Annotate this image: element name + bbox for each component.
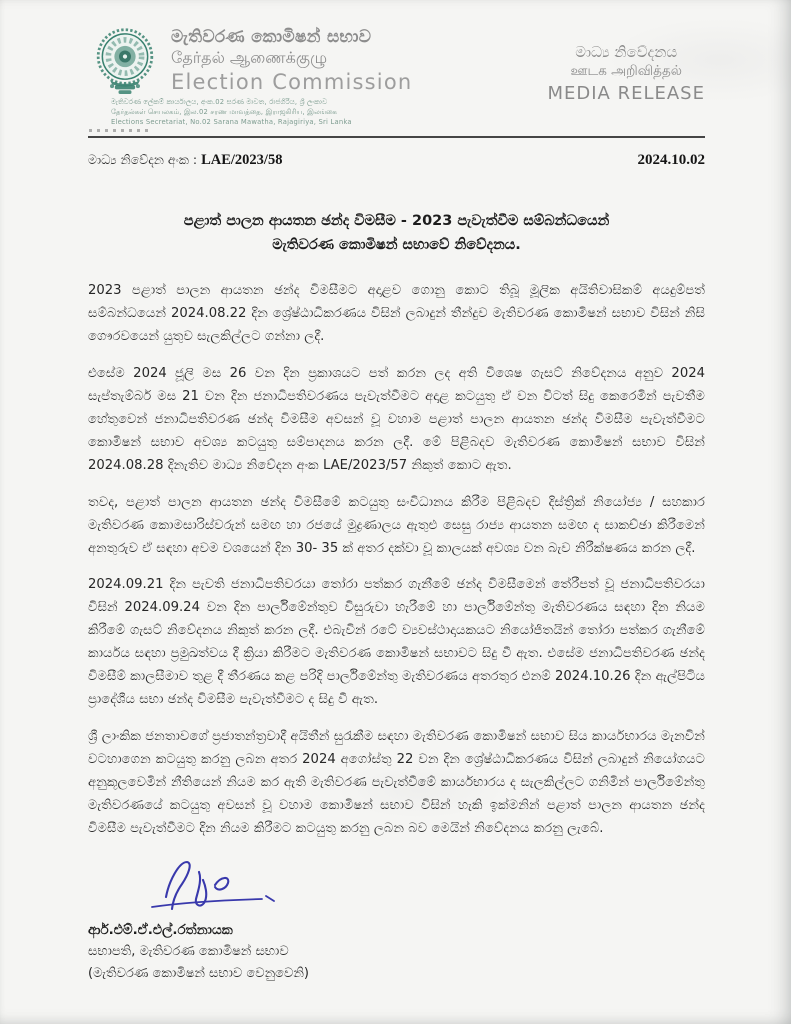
media-release-sinhala: මාධ්‍ය නිවේදනය xyxy=(575,43,678,61)
paragraph-1: 2023 පළාත් පාලන ආයතන ඡන්ද විමසීමට අදාළව ගොනු කොට තිබූ මූලික අයිතිවාසිකම් අයදුම්පත් සම්බන්ධයෙන් 2024.08.22 දින ශ්‍රේෂ්ඨාධිකරණය විසින් ලබාදුන් තීන්දුව මැතිවරණ කොමිෂන් සභාව විසින් නිසි ගෞරවයෙන් යුතුව සැලකිල්ලට ගන්නා ලදී. xyxy=(88,282,705,344)
handwritten-signature xyxy=(136,851,316,921)
scan-artifact-marks xyxy=(89,129,153,132)
signatory-position: සභාපති, මැතිවරණ කොමිෂන් සභාව xyxy=(88,944,289,960)
document-title xyxy=(88,209,705,258)
election-commission-seal-icon xyxy=(88,25,162,105)
reference-row xyxy=(88,152,705,169)
letterhead xyxy=(88,25,705,128)
title-line-1: පළාත් පාලන ආයතන ඡන්ද විමසීම - 2023 පැවැත්වීම සම්බන්ධයෙන් xyxy=(183,212,610,229)
org-names xyxy=(111,25,413,128)
signatory-block xyxy=(88,919,705,984)
reference-number: LAE/2023/58 xyxy=(201,151,283,168)
paragraph-5: ශ්‍රී ලාංකික ජනතාවගේ ප්‍රජාතන්ත්‍රවාදී අයිතීන් සුරැකීම සඳහා මැතිවරණ කොමිෂන් සභාව සිය කාර්යභාරය මැනවින් වටහාගෙන කටයුතු කරනු ලබන අතර 2024 අගෝස්තු 22 වන දින ශ්‍රේෂ්ඨාධිකරණය විසින් ලබාදුන් නියෝගයට අනුකූලවෙමින් නීතියෙන් නියම කර ඇති මැතිවරණ පැවැත්වීමේ කාර්යභාරය ද සැලකිල්ලට ගනිමින් පාර්ලිමේන්තු මැතිවරණයේ කටයුතු අවසන් වූ වහාම කොමිෂන් සභාව විසින් හැකි ඉක්මනින් පළාත් පාලන ආයතන ඡන්ද විමසීම පැවැත්වීමට දින නියම කිරීමට කටයුතු කරනු ලබන බව මෙයින් නිවේදනය කරනු ලැබේ. xyxy=(88,729,705,837)
media-release-label-block xyxy=(547,25,705,104)
paragraph-2: එසේම 2024 ජූලි මස 26 වන දින ප්‍රකාශයට පත් කරන ලද අති විශෙෂ ගැසට් නිවේදනය අනුව 2024 සැප්තැම්බර් මස 21 වන දින ජනාධිපතිවරණය පැවැත්වීමට අදාළ කටයුතු ඒ වන විටත් සිදු කෙරෙමින් පැවතීම හේතුවෙන් ජනාධිපතිවරණ ඡන්ද විමසීම අවසන් වූ වහාම පළාත් පාලන ආයතන ඡන්ද විමසීම පැවැත්වීමට කොමිෂන් සභාව අවශ්‍ය කටයුතු සම්පාදනය කරන ලදී. මේ පිළිබදව මැතිවරණ කොමිෂන් සභාව විසින් 2024.08.28 දිනැතිව මාධ්‍ය නිවේදන අංක LAE/2023/57 නිකුත් කොට ඇත. xyxy=(88,365,705,473)
address-tamil: தேர்தல்கள் செயலகம், இல.02 சரண மாவத்தை, இராஜகிரிய, இலங்கை xyxy=(111,107,337,116)
title-line-2: මැතිවරණ කොමිෂන් සභාවේ නිවේදනය. xyxy=(272,237,521,254)
release-date: 2024.10.02 xyxy=(637,151,705,168)
body-text xyxy=(88,280,705,841)
paragraph-4: 2024.09.21 දින පැවති ජනාධිපතිවරයා තෝරා පත්කර ගැනීමේ ඡන්ද විමසීමෙන් තේරීපත් වූ ජනාධිපතිවරයා විසින් 2024.09.24 වන දින පාර්ලිමේන්තුව විසුරුවා හැරීමේ හා පාර්ලිමේන්තු මැතිවරණය සඳහා දින නියම කිරීමේ ගැසට් නිවේදනය නිකුත් කරන ලදී. එබැවින් රටේ ව්‍යවස්ථාදායකයට නියෝජිතයින් තෝරා පත්කර ගැනීමේ කාර්යය සඳහා ප්‍රමුඛත්වය දී ක්‍රියා කිරීමට මැතිවරණ කොමිෂන් සභාවට සිදු වී ඇත. එසේම ජනාධිපතිවරණ ඡන්ද විමසීම් කාලසීමාව තුළ දී තීරණය කළ පරිදි පාර්ලිමේන්තු මැතිවරණය අතරතුර එනම් 2024.10.26 දින ඇල්පිටිය ප්‍රාදේශීය සභා ඡන්ද විමසීම පැවැත්වීමට ද සිදු වී ඇත. xyxy=(88,577,705,708)
org-name-english: Election Commission xyxy=(171,70,413,94)
media-release-english: MEDIA RELEASE xyxy=(547,83,705,104)
secretariat-address xyxy=(111,98,412,128)
header-divider xyxy=(88,136,705,138)
reference-label: මාධ්‍ය නිවේදන අංක : xyxy=(88,151,198,167)
address-sinhala: මැතිවරණ ලේකම් කාර්යාලය, අංක.02 සරණ මාවත, රාජගිරිය, ශ්‍රී ලංකාව xyxy=(111,98,328,106)
media-release-tamil: ஊடக அறிவித்தல் xyxy=(570,63,682,79)
paragraph-3: තවද, පළාත් පාලන ආයතන ඡන්ද විමසීමේ කටයුතු සංවිධානය කිරීම පිළිබදව දිස්ත්‍රික් නියෝජ්‍ය / සහකාර මැතිවරණ කොමසාරිස්වරුන් සමඟ හා රජයේ මුද්‍රණාලය ඇතුළු සෙසු රාජ්‍ය ආයතන සමඟ ද සාකච්ඡා කිරීමෙන් අනතුරුව ඒ සඳහා අවම වශයෙන් දින 30- 35 ක් අතර දක්වා වූ කාලයක් අවශ්‍ය වන බැව නිරීක්ෂණය කරන ලදී. xyxy=(88,494,705,556)
address-english: Elections Secretariat, No.02 Sarana Mawatha, Rajagiriya, Sri Lanka xyxy=(111,117,352,126)
commission-brand xyxy=(88,25,412,128)
signatory-on-behalf: (මැතිවරණ කොමිෂන් සභාව වෙනුවෙනි) xyxy=(88,965,309,981)
org-name-sinhala: මැතිවරණ කොමිෂන් සභාව xyxy=(171,27,372,47)
reference-line xyxy=(88,152,282,169)
signatory-name: ආර්.එම්.ඒ.එල්.රත්නායක xyxy=(88,922,233,939)
signature-area xyxy=(88,855,705,917)
org-name-tamil: தேர்தல் ஆணைக்குழு xyxy=(171,48,328,67)
